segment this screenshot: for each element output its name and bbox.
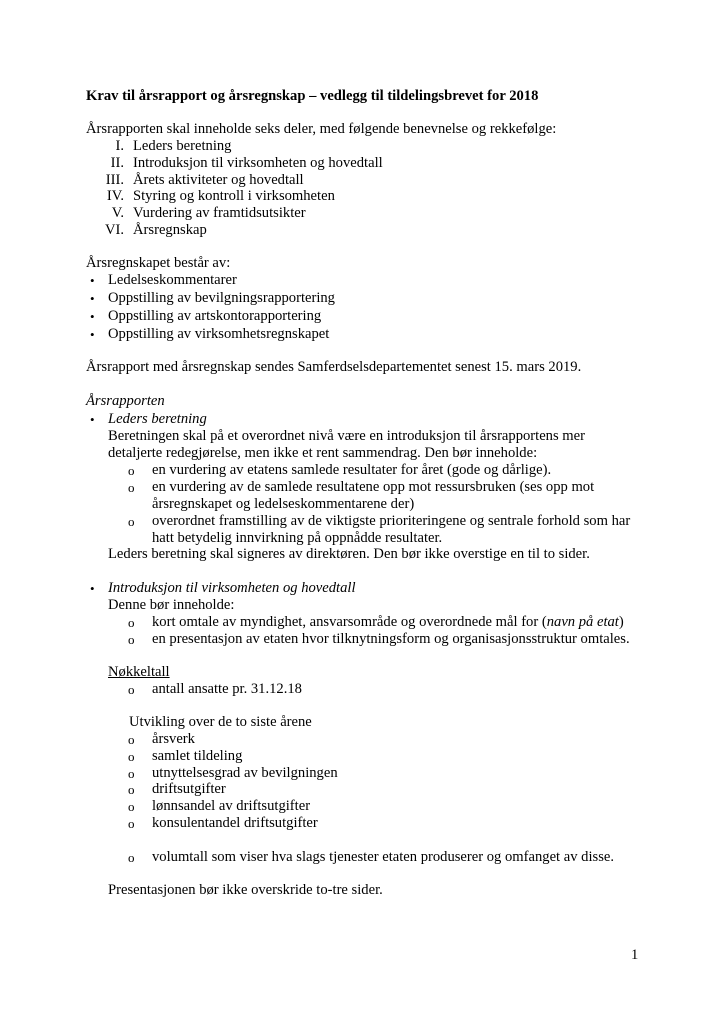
document-title: Krav til årsrapport og årsregnskap – vedlegg til tildelingsbrevet for 2018	[86, 88, 539, 104]
page-number: 1	[631, 947, 639, 963]
deadline-text: Årsrapport med årsregnskap sendes Samferdselsdepartementet senest 15. mars 2019.	[86, 359, 582, 375]
leders-heading: Leders beretning	[108, 411, 207, 427]
leders-paragraph: detaljerte redegjørelse, men ikke et rent sammendrag. Den bør inneholde:	[108, 445, 538, 461]
intro-heading: Introduksjon til virksomheten og hovedtall	[108, 580, 356, 596]
regnskap-intro: Årsregnskapet består av:	[86, 255, 231, 271]
presentasjon-note: Presentasjonen bør ikke overskride to-tre sider.	[108, 882, 383, 898]
section-heading: Årsrapporten	[86, 393, 165, 409]
leders-footer: Leders beretning skal signeres av direktøren. Den bør ikke overstige en til to sider.	[108, 546, 590, 562]
intro-paragraph: Denne bør inneholde:	[108, 597, 235, 613]
parts-intro: Årsrapporten skal inneholde seks deler, med følgende benevnelse og rekkefølge:	[86, 121, 557, 137]
nokkeltall-heading: Nøkkeltall	[108, 664, 170, 680]
leders-paragraph: Beretningen skal på et overordnet nivå være en introduksjon til årsrapportens mer	[108, 428, 585, 444]
utvikling-label: Utvikling over de to siste årene	[129, 714, 312, 730]
